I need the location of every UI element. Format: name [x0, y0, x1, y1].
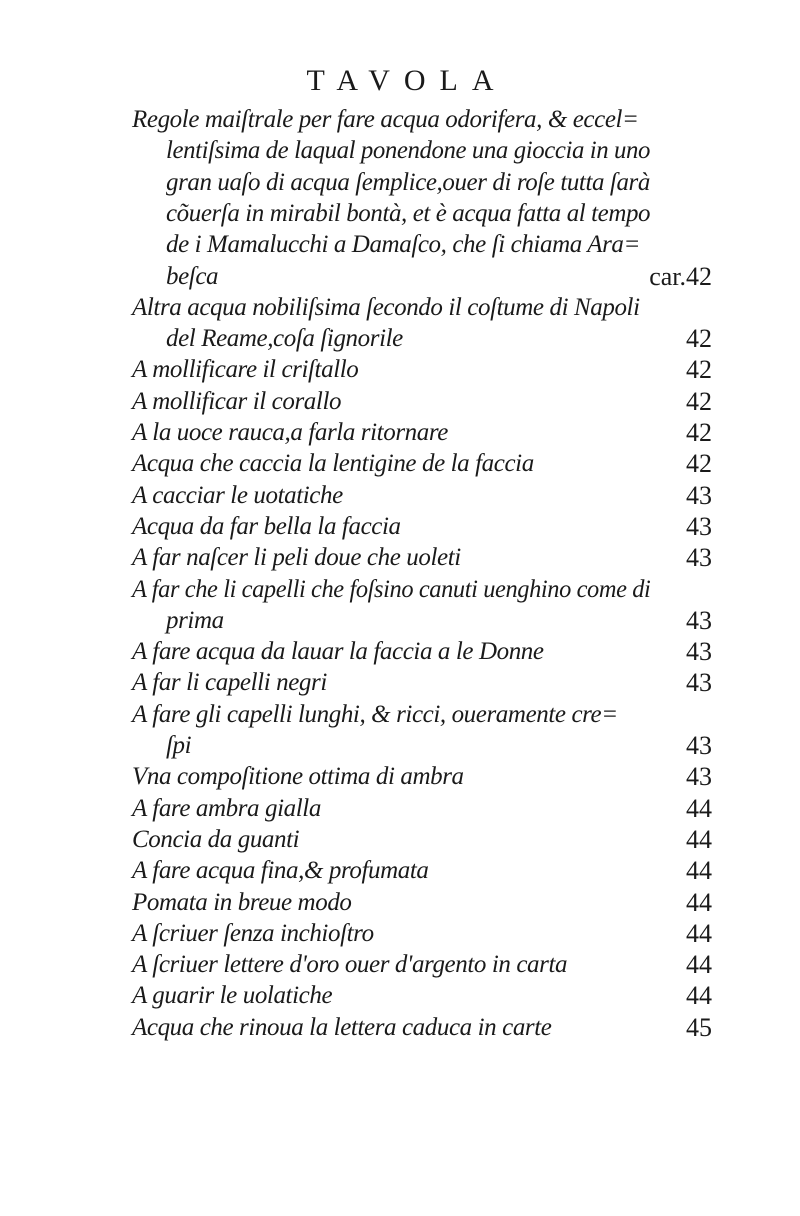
index-entry-text: Vna compoſitione ottima di ambra	[132, 763, 464, 791]
page-heading: TAVOLA	[306, 64, 508, 97]
index-page-number: 44	[686, 887, 712, 917]
index-entry-text: A la uoce rauca,a farla ritornare	[132, 419, 448, 446]
index-entry-text: A fare acqua da lauar la faccia a le Donne	[132, 638, 544, 666]
index-entry-text: Acqua che caccia la lentigine de la faccia	[132, 450, 534, 478]
index-entry-text: A cacciar le uotatiche	[132, 481, 343, 509]
index-page-number: 44	[686, 856, 712, 886]
index-page-number: 42	[686, 386, 712, 416]
index-page-number: 43	[686, 731, 712, 760]
index-page-number: 44	[686, 981, 712, 1011]
index-page-number: 43	[686, 605, 712, 635]
index-entry-text: Acqua che rinoua la lettera caduca in carte	[132, 1013, 552, 1041]
index-entry-continuation: de i Mamalucchi a Damaſco, che ſi chiama Ara=	[166, 231, 641, 259]
index-entry-continuation: beſca	[166, 262, 219, 290]
index-page-number: 44	[686, 950, 712, 980]
index-entry-text: Acqua da far bella la faccia	[132, 512, 401, 540]
index-entry-text: A mollificare il criſtallo	[132, 356, 359, 384]
index-entry-text: A far naſcer li peli doue che uoleti	[132, 544, 461, 572]
index-entry-text: A mollificar il corallo	[132, 387, 342, 415]
index-entry-text: A guarir le uolatiche	[132, 982, 333, 1010]
index-entry-continuation: cõuerſa in mirabil bontà, et è acqua fatta al tempo	[166, 199, 651, 227]
index-page-number: 43	[686, 637, 712, 667]
index-page-number: 43	[686, 511, 712, 541]
index-entry-continuation: gran uaſo di acqua ſemplice,ouer di roſe tutta ſarà	[166, 168, 650, 196]
index-page-number: 43	[686, 668, 712, 698]
index-entry-text: Pomata in breue modo	[132, 888, 352, 916]
index-entry-continuation: ſpi	[166, 732, 192, 759]
index-entry-text: Regole maiſtrale per fare acqua odorifera, & eccel=	[132, 106, 639, 133]
index-entry-continuation: del Reame,coſa ſignorile	[166, 325, 403, 353]
index-entry-text: A fare gli capelli lunghi, & ricci, oueramente cre=	[132, 700, 618, 728]
index-page-number: 43	[686, 480, 712, 510]
index-entry-continuation: lentiſsima de laqual ponendone una gioccia in uno	[166, 137, 651, 165]
index-page-number: 42	[686, 418, 712, 447]
index-page-number: 42	[686, 355, 712, 385]
index-entry-text: A far che li capelli che foſsino canuti uenghino come di	[132, 575, 651, 603]
index-entry-continuation: prima	[166, 606, 224, 634]
index-entry-text: A ſcriuer lettere d'oro ouer d'argento in carta	[132, 951, 568, 979]
index-page-number: 44	[686, 793, 712, 823]
index-entry-text: A fare acqua fina,& profumata	[132, 857, 429, 885]
index-entry-text: Concia da guanti	[132, 825, 300, 853]
index-page-number: 43	[686, 762, 712, 792]
index-page-number: 45	[686, 1012, 712, 1042]
index-page-number: 43	[686, 543, 712, 573]
index-entry-text: A far li capelli negri	[132, 669, 327, 697]
index-entry-text: A fare ambra gialla	[132, 794, 321, 822]
index-entry-text: A ſcriuer ſenza inchioſtro	[132, 919, 374, 947]
index-page-number: 44	[686, 824, 712, 854]
index-page-number: 42	[686, 324, 712, 354]
index-entry-text: Altra acqua nobiliſsima ſecondo il coſtume di Napoli	[132, 293, 640, 321]
index-page-number: 44	[686, 918, 712, 948]
index-page-number: car.42	[649, 261, 712, 291]
index-page-number: 42	[686, 449, 712, 479]
